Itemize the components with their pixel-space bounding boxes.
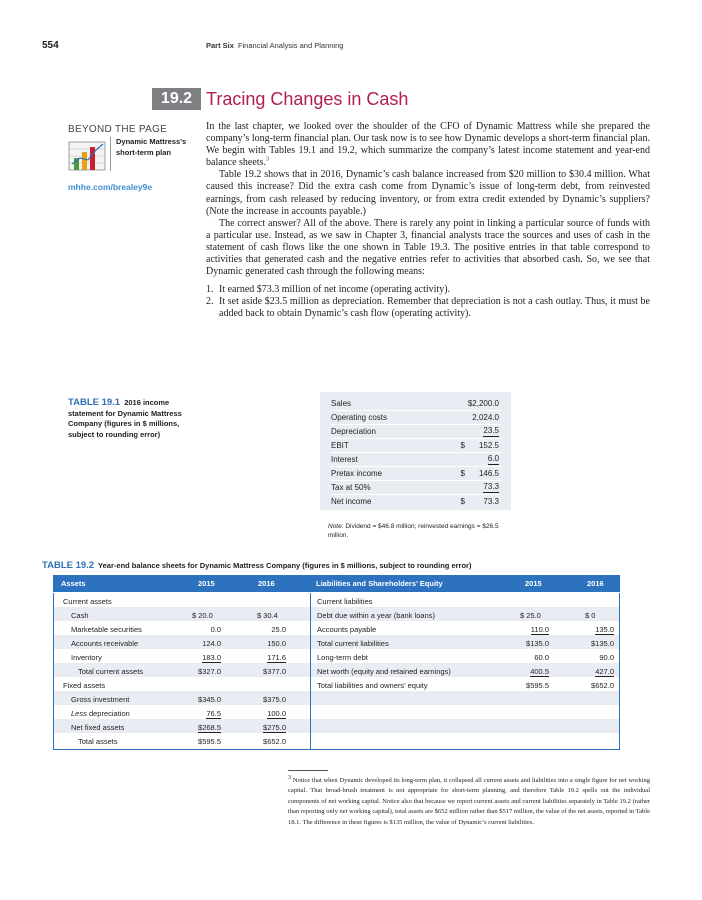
table-row: Interest 6.0 [331, 453, 501, 467]
column-header: 2016 [258, 579, 275, 588]
table-cell: $595.5 [198, 737, 221, 746]
table-cell: 135.0 [595, 625, 614, 634]
table-cell: Debt due within a year (bank loans) [317, 611, 435, 620]
page-number: 554 [42, 40, 59, 51]
table-row: Operating costs 2,024.0 [331, 411, 501, 425]
table-cell: Long-term debt [317, 653, 368, 662]
body-text [206, 121, 650, 321]
table-cell: Gross investment [71, 695, 130, 704]
sidebar-divider [110, 137, 111, 171]
paragraph-3: The correct answer? All of the above. There is rarely any point in linking a particular source of funds with a particular use. Instead, as we saw in Chapter 3, financial analysts trace the sources and uses of cash in the statement of cash flows like the one shown in Table 19.3. The positive entries in that table correspond to activities that generated cash and the negative entries refer to activities that absorbed cash. So, we see that Dynamic generated cash through the following means: [206, 217, 650, 278]
table-cell: 400.5 [530, 667, 549, 676]
table-cell: $135.0 [591, 639, 614, 648]
table-cell: Cash [71, 611, 89, 620]
list-item: 2. It set aside $23.5 million as depreciation. Remember that depreciation is not a cash outlay. Thus, it must be added back to obtain Dynamic’s cash flow (operating activity). [206, 296, 650, 320]
table-cell: 60.0 [534, 653, 549, 662]
part-title: Financial Analysis and Planning [237, 41, 344, 50]
section-number-badge: 19.2 [152, 88, 201, 110]
table-cell: 0.0 [210, 625, 221, 634]
balance-sheet-header [53, 575, 620, 592]
table-cell: Net worth (equity and retained earnings) [317, 667, 451, 676]
table-cell: Total liabilities and owners’ equity [317, 681, 428, 690]
table-row: Depreciation 23.5 [331, 425, 501, 439]
table-cell: 100.0 [267, 709, 286, 718]
table-cell: $268.5 [198, 723, 221, 732]
footnote: $^3$ Notice that when Dynamic developed its long-term plan, it collapsed all current assets and liabilities into a single figure for net working capital. That broad-brush treatment is not appropriate for short-term planning, and therefore Table 19.2 spells out the individual components of net working capital. Notice also that because we report current assets and current liabilities separately in Table 19.2 (rather than reporting only net working capital), total assets are $652 million rather than $517 million, the value of the net assets, reported in Table 18.1. The difference in these figures is $135 million, the value of Dynamic’s current liabilities. [288, 774, 651, 826]
footnote-ref[interactable]: 3 [265, 156, 269, 163]
column-header: 2015 [525, 579, 542, 588]
table-cell: Accounts receivable [71, 639, 139, 648]
table-label: TABLE 19.2 [42, 560, 95, 571]
table-cell: 76.5 [206, 709, 221, 718]
column-header: Liabilities and Shareholders’ Equity [316, 579, 443, 588]
table-cell: $595.5 [526, 681, 549, 690]
table-cell: $ 0 [585, 611, 596, 620]
table-cell: Current assets [63, 597, 112, 606]
table-cell: Net fixed assets [71, 723, 125, 732]
table-cell: Accounts payable [317, 625, 377, 634]
table-label: TABLE 19.1 [68, 397, 121, 408]
part-label: Part Six [206, 41, 234, 50]
table-cell: Total assets [78, 737, 118, 746]
table-cell: 25.0 [271, 625, 286, 634]
table-cell: Fixed assets [63, 681, 106, 690]
column-header: 2015 [198, 579, 215, 588]
table-cell: Less depreciation [71, 709, 130, 718]
table-cell: $ 30.4 [257, 611, 278, 620]
table-row: Net income $ 73.3 [331, 497, 499, 506]
section-title: Tracing Changes in Cash [206, 89, 409, 109]
table-cell: 171.6 [267, 653, 286, 662]
table-cell: $ 20.0 [192, 611, 213, 620]
spreadsheet-chart-icon [68, 138, 108, 172]
table-19-1-caption: TABLE 19.1 2016 income statement for Dynamic Mattress Company (figures in $ millions, subject to rounding error) [68, 397, 182, 439]
table-cell: $345.0 [198, 695, 221, 704]
table-cell: Inventory [71, 653, 102, 662]
table-cell: $135.0 [526, 639, 549, 648]
table-19-2-caption: TABLE 19.2 Year-end balance sheets for Dynamic Mattress Company (figures in $ millions, subject to rounding error) [42, 560, 472, 571]
table-row: Pretax income $ 146.5 [331, 467, 501, 481]
table-cell: $652.0 [591, 681, 614, 690]
website-link[interactable]: mhhe.com/brealey9e [68, 182, 153, 192]
table-cell: Total current liabilities [317, 639, 389, 648]
paragraph-2: Table 19.2 shows that in 2016, Dynamic’s cash balance increased from $20 million to $30.4 million. What caused this increase? Did the extra cash come from Dynamic’s issue of long-term debt, from reinvested earnings, from cash released by reducing inventory, or from extra credit extended by Dynamic’s suppliers? (Note the increase in accounts payable.) [206, 169, 650, 217]
cash-sources-list [206, 284, 650, 320]
table-cell: Current liabilities [317, 597, 373, 606]
footnote-rule [288, 770, 328, 771]
table-cell: 110.0 [530, 625, 549, 634]
table-cell: Marketable securities [71, 625, 142, 634]
table-cell: $377.0 [263, 667, 286, 676]
table-row: Sales $2,200.0 [331, 397, 501, 411]
table-cell: $375.0 [263, 695, 286, 704]
beyond-the-page-description: Dynamic Mattress's short-term plan [116, 137, 187, 157]
running-header [206, 41, 343, 50]
table-cell: $327.0 [198, 667, 221, 676]
balance-sheet-table [53, 593, 620, 750]
table-cell: Total current assets [78, 667, 144, 676]
table-cell: $652.0 [263, 737, 286, 746]
table-cell: $275.0 [263, 723, 286, 732]
paragraph-1: In the last chapter, we looked over the shoulder of the CFO of Dynamic Mattress while she prepared the company’s long-term financial plan. Our task now is to see how Dynamic develops a short-term financial plan. We begin with Tables 19.1 and 19.2, which summarize the company’s latest income statement and year-end balance sheets.$^3$ [206, 121, 650, 169]
table-row: EBIT $ 152.5 [331, 439, 501, 453]
beyond-the-page-title: BEYOND THE PAGE [68, 124, 168, 135]
table-cell: 427.0 [595, 667, 614, 676]
table-cell: 124.0 [202, 639, 221, 648]
table-19-1-note: Note: Dividend = $46.8 million; reinvested earnings = $26.5 million. [328, 523, 499, 539]
list-item: 1. It earned $73.3 million of net income (operating activity). [206, 284, 451, 296]
table-row: Tax at 50% 73.3 [331, 481, 501, 495]
column-header: Assets [61, 579, 86, 588]
column-header: 2016 [587, 579, 604, 588]
table-cell: 150.0 [267, 639, 286, 648]
table-cell: $ 25.0 [520, 611, 541, 620]
table-cell: 183.0 [202, 653, 221, 662]
table-cell: 90.0 [599, 653, 614, 662]
